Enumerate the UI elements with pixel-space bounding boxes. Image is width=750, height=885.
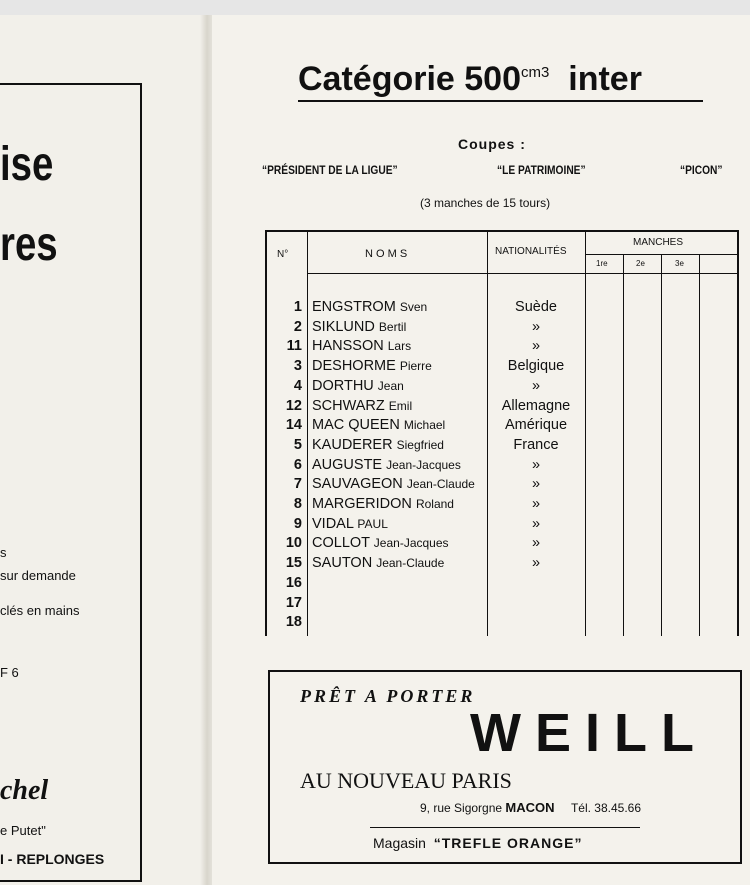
table-row xyxy=(265,575,735,595)
rider-nationality: Belgique xyxy=(507,358,565,375)
rider-name xyxy=(312,319,406,335)
table-row xyxy=(265,535,735,555)
title-class: inter xyxy=(568,60,642,98)
left-small-line-1: s xyxy=(0,545,7,560)
ad-nouveau-paris: AU NOUVEAU PARIS xyxy=(300,768,512,793)
rider-name xyxy=(312,299,427,315)
cup-president: “PRÉSIDENT DE LA LIGUE” xyxy=(262,163,398,177)
left-script-text: chel xyxy=(0,775,49,806)
rider-number: 9 xyxy=(293,515,302,532)
rider-name xyxy=(312,516,388,532)
page-title xyxy=(298,60,642,99)
left-footer: I - REPLONGES xyxy=(0,851,105,867)
left-page xyxy=(0,15,212,885)
weill-advertisement xyxy=(268,670,742,864)
rider-last-name: COLLOT xyxy=(312,535,370,552)
rider-last-name: SAUTON xyxy=(312,555,373,572)
header-no: N° xyxy=(277,249,289,260)
rider-first-name: Pierre xyxy=(399,359,432,374)
rider-name xyxy=(312,535,449,551)
rider-first-name: PAUL xyxy=(357,516,388,531)
table-row xyxy=(265,476,735,496)
header-manche-2: 2e xyxy=(636,259,645,268)
rider-first-name: Jean-Claude xyxy=(406,477,475,492)
rider-number: 16 xyxy=(285,574,302,591)
rider-number: 2 xyxy=(293,318,302,335)
rider-last-name: DESHORME xyxy=(312,358,396,375)
table-row xyxy=(265,614,735,634)
rider-nationality: » xyxy=(531,318,541,335)
rider-nationality: » xyxy=(531,555,541,572)
rider-name xyxy=(312,437,444,453)
rider-name xyxy=(312,398,412,414)
ad-brand-weill: WEILL xyxy=(470,703,708,763)
results-table xyxy=(265,230,739,636)
header-noms: N O M S xyxy=(365,248,408,260)
cup-picon: “PICON” xyxy=(680,163,723,177)
rider-first-name: Siegfried xyxy=(396,437,444,452)
ad-divider xyxy=(370,827,640,828)
rider-number: 8 xyxy=(293,496,302,512)
left-page-box xyxy=(0,83,142,882)
rider-nationality: Amérique xyxy=(504,417,568,434)
cup-patrimoine: “LE PATRIMOINE” xyxy=(497,163,586,177)
title-unit: cm3 xyxy=(521,64,550,81)
rider-last-name: SCHWARZ xyxy=(312,397,385,414)
table-row xyxy=(265,299,735,319)
rider-number: 10 xyxy=(285,535,302,552)
table-row xyxy=(265,555,735,575)
rider-last-name: AUGUSTE xyxy=(312,456,383,473)
rider-number: 6 xyxy=(293,456,302,473)
rider-nationality: » xyxy=(531,515,541,532)
header-nationalites: NATIONALITÉS xyxy=(495,246,567,257)
table-row xyxy=(265,595,735,615)
rider-last-name: MAC QUEEN xyxy=(312,417,400,434)
rider-first-name: Jean-Jacques xyxy=(373,536,449,551)
ad-city: MACON xyxy=(505,800,555,815)
ad-store-name: “TREFLE ORANGE” xyxy=(433,835,583,851)
manches-sub-rule xyxy=(585,254,737,255)
rider-nationality: » xyxy=(531,535,541,552)
rider-number: 18 xyxy=(285,614,302,631)
title-underline xyxy=(298,100,703,102)
table-row xyxy=(265,516,735,536)
ad-store-label: Magasin xyxy=(373,835,426,851)
rider-first-name: Lars xyxy=(387,339,412,354)
rider-last-name: HANSSON xyxy=(312,338,384,355)
rider-nationality: » xyxy=(531,476,541,493)
rider-nationality: » xyxy=(531,338,541,355)
rider-name xyxy=(312,417,445,433)
rider-number: 14 xyxy=(285,417,302,434)
rider-name xyxy=(312,496,454,512)
table-row xyxy=(265,437,735,457)
ad-store xyxy=(373,835,582,851)
left-big-line-1: ise xyxy=(0,138,54,191)
scan-top-edge xyxy=(0,0,750,15)
rider-first-name: Jean-Jacques xyxy=(386,457,461,472)
rider-number: 17 xyxy=(285,594,302,611)
rider-number: 11 xyxy=(286,338,302,355)
ad-address xyxy=(420,800,641,815)
rider-last-name: MARGERIDON xyxy=(312,496,412,512)
rider-name xyxy=(312,457,461,473)
rider-number: 4 xyxy=(293,377,302,394)
rider-nationality: » xyxy=(531,456,541,473)
rider-first-name: Roland xyxy=(415,497,454,511)
rider-name xyxy=(312,338,411,354)
rider-name xyxy=(312,555,444,571)
table-row xyxy=(265,378,735,398)
header-manche-3: 3e xyxy=(675,259,684,268)
left-small-line-3: clés en mains xyxy=(0,603,80,618)
left-quote: e Putet" xyxy=(0,823,46,838)
rider-nationality: Allemagne xyxy=(501,397,571,414)
left-small-line-2: sur demande xyxy=(0,568,76,583)
rider-name xyxy=(312,476,475,492)
rider-last-name: VIDAL xyxy=(312,515,354,532)
title-main: Catégorie 500 xyxy=(298,60,521,98)
rider-first-name: Jean xyxy=(377,378,404,393)
rider-last-name: KAUDERER xyxy=(312,436,393,453)
table-row xyxy=(265,358,735,378)
rider-number: 3 xyxy=(293,358,302,375)
left-big-line-2: res xyxy=(0,218,58,271)
rider-first-name: Jean-Claude xyxy=(376,556,445,571)
rider-number: 15 xyxy=(285,555,302,572)
rider-nationality: Suède xyxy=(515,299,557,315)
header-manche-1: 1re xyxy=(596,259,608,268)
rider-last-name: ENGSTROM xyxy=(312,299,396,315)
rider-number: 1 xyxy=(293,299,302,315)
rider-nationality: France xyxy=(513,436,559,453)
header-bottom-rule xyxy=(307,273,737,274)
rider-last-name: SIKLUND xyxy=(312,318,375,335)
table-row xyxy=(265,417,735,437)
rider-number: 12 xyxy=(285,397,302,414)
rider-first-name: Sven xyxy=(399,300,428,314)
manches-note: (3 manches de 15 tours) xyxy=(420,196,551,210)
table-row xyxy=(265,398,735,418)
table-row xyxy=(265,319,735,339)
rider-name xyxy=(312,378,404,394)
rider-nationality: » xyxy=(531,496,541,512)
ad-telephone: Tél. 38.45.66 xyxy=(570,801,642,815)
table-row xyxy=(265,496,735,516)
ad-pret-a-porter: PRÊT A PORTER xyxy=(300,686,476,706)
rider-last-name: DORTHU xyxy=(312,377,374,394)
rider-number: 7 xyxy=(293,476,302,493)
rider-number: 5 xyxy=(293,436,302,453)
table-row xyxy=(265,338,735,358)
left-small-line-4: F 6 xyxy=(0,665,19,680)
rider-first-name: Michael xyxy=(403,418,446,433)
rider-first-name: Emil xyxy=(388,398,413,413)
header-manches: MANCHES xyxy=(633,237,684,248)
rider-nationality: » xyxy=(531,377,541,394)
rider-last-name: SAUVAGEON xyxy=(312,476,403,493)
rider-first-name: Bertil xyxy=(378,319,407,334)
coupes-heading: Coupes : xyxy=(458,136,526,152)
ad-street: 9, rue Sigorgne xyxy=(420,801,503,815)
rider-name xyxy=(312,358,432,374)
table-row xyxy=(265,457,735,477)
